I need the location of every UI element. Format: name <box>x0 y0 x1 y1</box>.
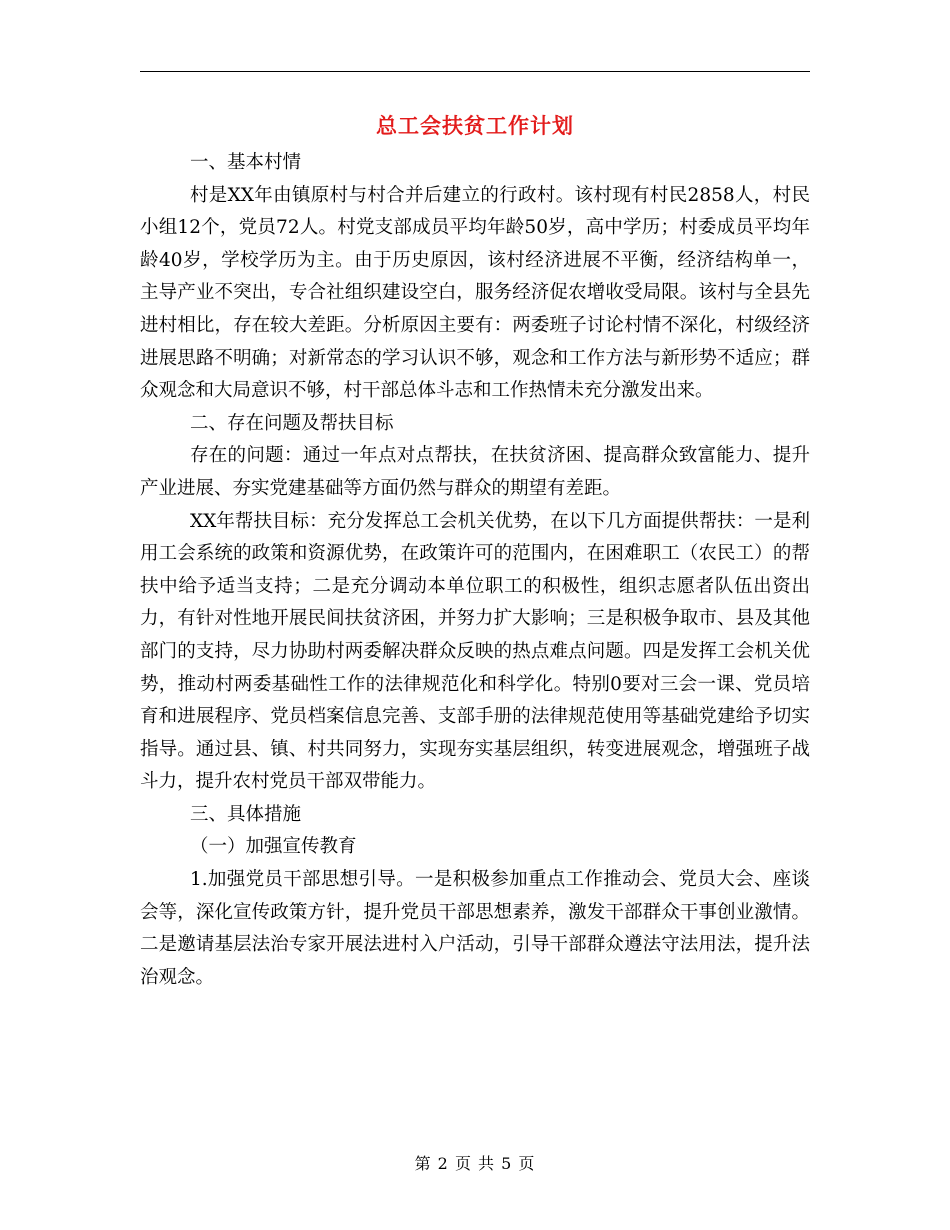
paragraph-goals: XX年帮扶目标：充分发挥总工会机关优势，在以下几方面提供帮扶：一是利用工会系统的政策和资源优势，在政策许可的范围内，在困难职工（农民工）的帮扶中给予适当支持；二是充分调动本单位职工的积极性，组织志愿者队伍出资出力，有针对性地开展民间扶贫济困，并努力扩大影响；三是积极争取市、县及其他部门的支持，尽力协助村两委解决群众反映的热点难点问题。四是发挥工会机关优势，推动村两委基础性工作的法律规范化和科学化。特别0要对三会一课、党员培育和进展程序、党员档案信息完善、支部手册的法律规范使用等基础党建给予切实指导。通过县、镇、村共同努力，实现夯实基层组织，转变进展观念，增强班子战斗力，提升农村党员干部双带能力。 <box>140 510 810 793</box>
paragraph-village-overview: 村是XX年由镇原村与村合并后建立的行政村。该村现有村民2858人，村民小组12个，党员72人。村党支部成员平均年龄50岁，高中学历；村委成员平均年龄40岁，学校学历为主。由于历史原因，该村经济进展不平衡，经济结构单一，主导产业不突出，专合社组织建设空白，服务经济促农增收受局限。该村与全县先进村相比，存在较大差距。分析原因主要有：两委班子讨论村情不深化，村级经济进展思路不明确；对新常态的学习认识不够，观念和工作方法与新形势不适应；群众观念和大局意识不够，村干部总体斗志和工作热情未充分激发出来。 <box>140 184 810 402</box>
section-heading-problems-goals: 二、存在问题及帮扶目标 <box>189 412 394 434</box>
header-rule <box>140 71 810 72</box>
document-body <box>140 147 810 994</box>
document-title: 总工会扶贫工作计划 <box>376 113 574 138</box>
subsection-heading-education: （一）加强宣传教育 <box>189 836 357 858</box>
paragraph-cadre-guidance: 1.加强党员干部思想引导。一是积极参加重点工作推动会、党员大会、座谈会等，深化宣传政策方针，提升党员干部思想素养，激发干部群众干事创业激情。二是邀请基层法治专家开展法进村入户活动，引导干部群众遵法守法用法，提升法治观念。 <box>140 869 810 988</box>
section-heading-measures: 三、具体措施 <box>189 803 301 825</box>
section-heading-basic-info: 一、基本村情 <box>189 152 301 173</box>
paragraph-problems: 存在的问题：通过一年点对点帮扶，在扶贫济困、提高群众致富能力、提升产业进展、夯实党建基础等方面仍然与群众的期望有差距。 <box>140 445 810 499</box>
page-number-footer: 第 2 页 共 5 页 <box>414 1154 536 1173</box>
